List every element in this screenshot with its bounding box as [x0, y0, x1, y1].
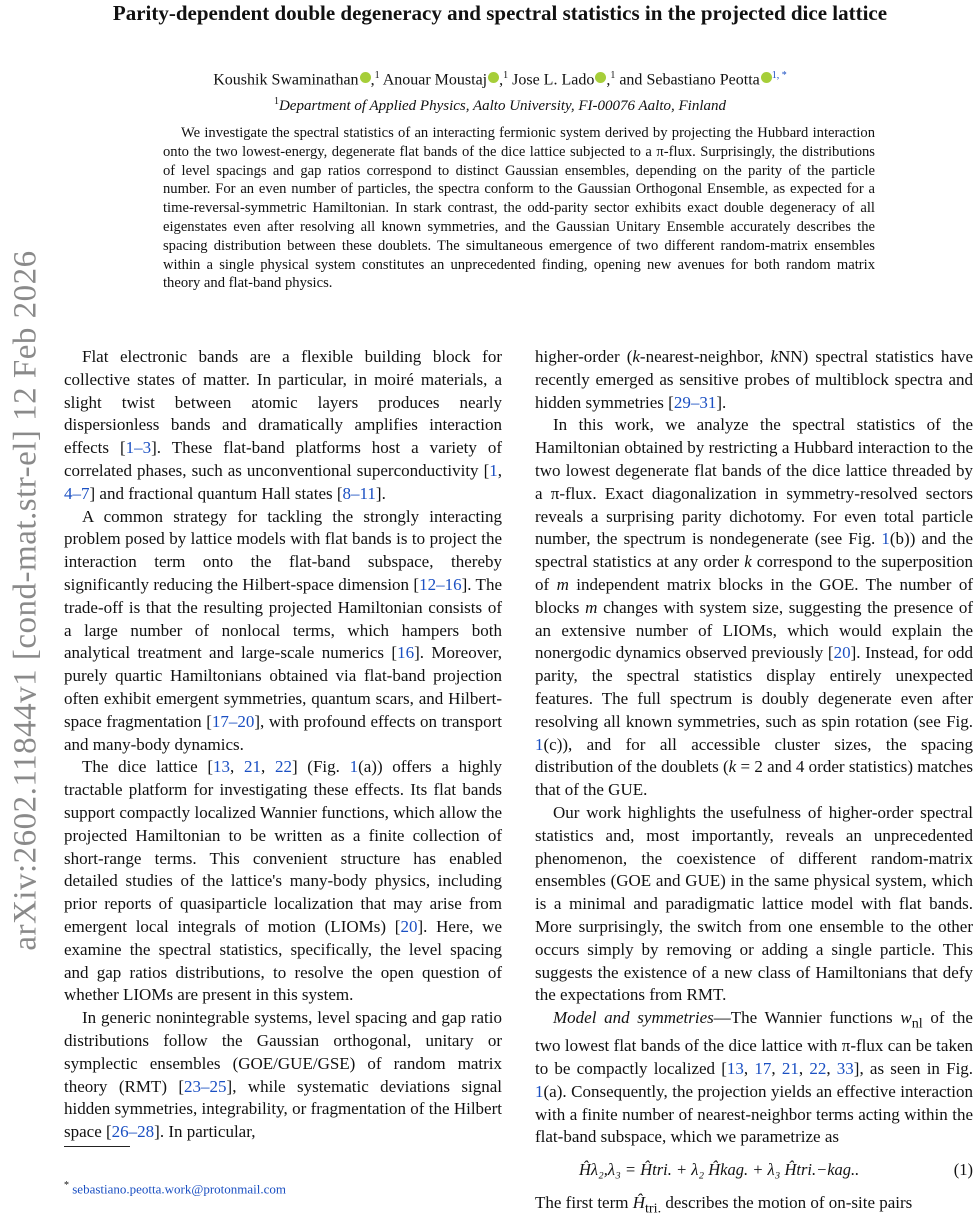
- body-paragraph: A common strategy for tackling the strongly interacting problem posed by lattice models with flat bands is to project the interaction term onto the flat-band subspace, thereby significantly reducing the Hilbert-space dimension [12–16]. The trade-off is that the resulting projected Hamiltonian consists of a large number of nonlocal terms, which hampers both analytical treatment and large-scale numerics [16]. Moreover, purely quartic Hamiltonians obtained via flat-band projection often exhibit emergent symmetries, quantum scars, and Hilbert-space fragmentation [17–20], with profound effects on transport and many-body dynamics.: [64, 506, 503, 754]
- equation-1: [535, 1159, 973, 1182]
- citation-link[interactable]: 22: [809, 1059, 827, 1079]
- citation-link[interactable]: 17: [754, 1059, 772, 1079]
- affiliation: [60, 92, 940, 116]
- citation-link[interactable]: 1: [535, 734, 544, 754]
- arxiv-sidebar-stamp: [0, 0, 52, 1200]
- italic-term: k: [632, 347, 640, 366]
- footnote-mark: *: [64, 1180, 69, 1191]
- body-paragraph: Our work highlights the usefulness of higher-order spectral statistics and, most importantly, reveals an unprecedented phenomenon, the coexistence of different random-matrix ensembles (GOE and GUE) in the same physical system, which is a minimal and paradigmatic lattice model with flat bands. More surprisingly, the switch from one ensemble to the other occurs simply by removing or adding a single particle. This suggests the existence of a new class of Hamiltonians that defy the expectations from RMT.: [535, 802, 973, 1005]
- citation-link[interactable]: 26–28: [111, 1122, 155, 1142]
- citation-link[interactable]: 4–7: [64, 483, 90, 503]
- footnote: [64, 1180, 286, 1197]
- orcid-icon[interactable]: [360, 72, 371, 83]
- citation-link[interactable]: 1: [535, 1081, 544, 1101]
- author-name[interactable]: Anouar Moustaj: [382, 71, 488, 89]
- body-paragraph: In generic nonintegrable systems, level spacing and gap ratio distributions follow the Gaussian orthogonal, unitary or symplectic ensembles (GOE/GUE/GSE) of random matrix theory (RMT) [23–25], while systematic deviations signal hidden symmetries, integrability, or fragmentation of the Hilbert space [26–28]. In particular,: [64, 1008, 502, 1142]
- equation-number: (1): [953, 1160, 973, 1180]
- citation-link[interactable]: 12–16: [419, 574, 462, 594]
- orcid-icon[interactable]: [595, 72, 606, 83]
- citation-link[interactable]: 1: [881, 529, 890, 549]
- equation-body: Ĥλ₂,λ₃ = Ĥtri. + λ₂ Ĥkag. + λ₃ Ĥtri.−kag..: [579, 1160, 860, 1180]
- body-paragraph: In this work, we analyze the spectral statistics of the Hamiltonian obtained by restricting a Hubbard interaction to the two lowest degenerate flat bands of the dice lattice threaded by a π-flux. Exact diagonalization in symmetry-resolved sectors reveals a surprising parity dichotomy. For even total particle number, the spectrum is nondegenerate (see Fig. 1(b)) and the spectral statistics at any order k correspond to the superposition of m independent matrix blocks in the GOE. The number of blocks m changes with system size, suggesting the presence of an extensive number of LIOMs, which would explain the nonergodic dynamics observed previously [20]. Instead, for odd parity, the spectral statistics display entirely unexpected features. The full spectrum is doubly degenerate even after resolving all known symmetries, such as spin rotation (see Fig. 1(c)), and for all accessible cluster sizes, the spacing distribution of the doublets (k = 2 and 4 order statistics) matches that of the GUE.: [535, 415, 974, 800]
- arxiv-identifier: arXiv:2602.11844v1 [cond-mat.str-el] 12 Feb 2026: [7, 249, 44, 951]
- author-name[interactable]: Koushik Swaminathan: [213, 71, 359, 89]
- citation-link[interactable]: 23–25: [184, 1076, 227, 1096]
- author-list: Koushik Swaminathan ,$^1$ Anouar Moustaj ,$^1$ Jose L. Lado ,$^1$ and Sebastiano Peotta $^{1, *}$: [213, 70, 787, 89]
- citation-link[interactable]: 13: [726, 1059, 744, 1079]
- italic-term: k: [770, 347, 779, 366]
- citation-link[interactable]: 8–11: [342, 483, 376, 503]
- italic-term: k: [728, 757, 737, 777]
- abstract: We investigate the spectral statistics of an interacting fermionic system derived by projecting the Hubbard interaction onto the two lowest-energy, degenerate flat bands of the dice lattice subjected to a π-flux. Surprisingly, the distributions of level spacings and gap ratios correspond to distinct Gaussian ensembles, depending on the parity of the particle number. For an even number of particles, the spectra conform to the Gaussian Orthogonal Ensemble, as expected for a time-reversal-symmetric Hamiltonian. In stark contrast, the odd-parity sector exhibits exact double degeneracy of all eigenstates even after resolving all known symmetries, and the Gaussian Unitary Ensemble accurately describes the spacing distribution between these doublets. The simultaneous emergence of two different random-matrix ensembles within a single physical system constitutes an unprecedented finding, opening new avenues for both random matrix theory and flat-band physics.: [163, 125, 875, 292]
- right-column-text: [535, 346, 973, 1149]
- right-column: [535, 346, 973, 1220]
- author-affil-mark: 1, *: [771, 70, 787, 81]
- left-column: [64, 346, 502, 1144]
- body-paragraph: The first term $Ĥ_{tri.}$ describes the motion of on-site pairs: [535, 1193, 913, 1217]
- body-paragraph: Flat electronic bands are a flexible building block for collective states of matter. In particular, in moiré materials, a slight twist between atomic layers produces nearly dispersionless bands and dramatically amplifies interaction effects [1–3]. These flat-band platforms host a variety of correlated phases, such as unconventional superconductivity [1, 4–7] and fractional quantum Hall states [8–11].: [64, 347, 502, 503]
- author-name[interactable]: Jose L. Lado: [512, 71, 595, 89]
- italic-term: k: [744, 552, 752, 572]
- author-name[interactable]: Sebastiano Peotta: [646, 71, 760, 89]
- citation-link[interactable]: 16: [397, 643, 415, 663]
- citation-link[interactable]: 1: [349, 757, 359, 777]
- affiliation-mark: 1: [273, 96, 279, 107]
- citation-link[interactable]: 20: [400, 916, 418, 936]
- subscript: nl: [911, 1015, 923, 1032]
- subscript: tri.: [645, 1200, 662, 1217]
- footnote-email-link[interactable]: sebastiano.peotta.work@protonmail.com: [72, 1181, 287, 1197]
- right-column-continued: [535, 1192, 973, 1220]
- citation-link[interactable]: 29–31: [673, 392, 717, 412]
- citation-link[interactable]: 21: [243, 757, 261, 777]
- citation-link[interactable]: 17–20: [211, 711, 255, 731]
- citation-link[interactable]: 1: [489, 460, 498, 480]
- citation-link[interactable]: 22: [274, 757, 292, 777]
- italic-term: m: [556, 574, 569, 594]
- paper-title: Parity-dependent double degeneracy and spectral statistics in the projected dice lattice: [112, 1, 888, 25]
- citation-link[interactable]: 13: [213, 757, 231, 777]
- italic-term: Model and symmetries: [553, 1008, 714, 1028]
- author-affil-mark: 1: [503, 70, 509, 81]
- footnote-divider: [64, 1146, 130, 1147]
- italic-term: m: [585, 597, 598, 617]
- orcid-icon[interactable]: [761, 72, 772, 83]
- body-paragraph: Model and symmetries—The Wannier functions $w_{nl}$ of the two lowest flat bands of the dice lattice with π-flux can be taken to be compactly localized [13, 17, 21, 22, 33], as seen in Fig. 1(a). Consequently, the projection yields an effective interaction with a finite number of nearest-neighbor terms acting within the flat-band subspace, which we parametrize as: [535, 1008, 974, 1147]
- citation-link[interactable]: 33: [836, 1059, 854, 1079]
- citation-link[interactable]: 21: [781, 1059, 799, 1079]
- affiliation-text: Department of Applied Physics, Aalto University, FI-00076 Aalto, Finland: [278, 98, 727, 114]
- italic-term: w: [900, 1008, 912, 1028]
- italic-term: Ĥ: [632, 1193, 645, 1213]
- body-paragraph: higher-order (k-nearest-neighbor, kNN) spectral statistics have recently emerged as sensitive probes of multiblock spectra and hidden symmetries [29–31].: [535, 347, 973, 412]
- orcid-icon[interactable]: [488, 72, 499, 83]
- citation-link[interactable]: 20: [833, 643, 851, 663]
- author-affil-mark: 1: [374, 70, 380, 81]
- author-affil-mark: 1: [610, 70, 616, 81]
- citation-link[interactable]: 1–3: [125, 438, 152, 458]
- body-paragraph: The dice lattice [13, 21, 22] (Fig. 1(a)) offers a highly tractable platform for investigating these effects. Its flat bands support compactly localized Wannier functions, which allow the projected Hamiltonian to be written as a finite collection of short-range terms. This convenient structure has enabled detailed studies of the lattice's many-body physics, including prior reports of quasiparticle localization that may arise from emergent local integrals of motion (LIOMs) [20]. Here, we examine the spectral statistics, specifically, the level spacing and gap ratios distributions, to resolve the open question of whether LIOMs are present in this system.: [64, 757, 503, 1005]
